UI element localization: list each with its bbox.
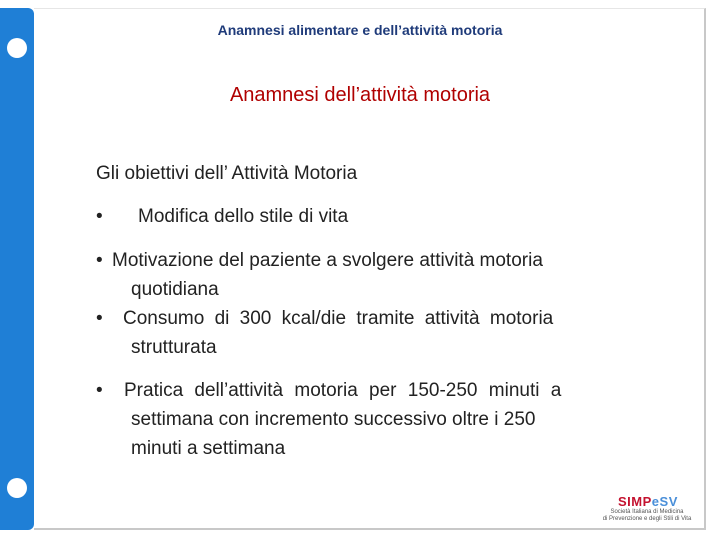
bullet-icon: • bbox=[96, 250, 103, 271]
section-title: Anamnesi dell’attività motoria bbox=[229, 84, 491, 106]
list-item-line: Modifica dello stile di vita bbox=[138, 206, 349, 227]
list-item-line: settimana con incremento successivo oltre i 250 bbox=[131, 409, 536, 430]
logo-wordmark bbox=[592, 494, 712, 509]
bullet-icon: • bbox=[96, 380, 103, 401]
intro-text: Gli obiettivi dell’ Attività Motoria bbox=[96, 163, 358, 184]
list-item-line: strutturata bbox=[131, 337, 217, 358]
list-item-line: minuti a settimana bbox=[131, 438, 286, 459]
binder-hole-icon bbox=[7, 478, 27, 498]
list-item-line: quotidiana bbox=[131, 279, 219, 300]
logo-subtitle-line2: di Prevenzione e degli Stili di Vita bbox=[602, 516, 692, 522]
bullet-icon: • bbox=[96, 206, 103, 227]
binder-hole-icon bbox=[7, 38, 27, 58]
list-item-line: Motivazione del paziente a svolgere attività motoria bbox=[112, 250, 543, 271]
simpesv-logo bbox=[592, 494, 712, 523]
logo-name-part1: SIMP bbox=[618, 494, 652, 509]
logo-name-part2: eSV bbox=[651, 494, 678, 509]
logo-subtitle-line1: Società Italiana di Medicina bbox=[610, 509, 684, 515]
page-title: Anamnesi alimentare e dell’attività motoria bbox=[217, 22, 503, 38]
list-item-line: Consumo di 300 kcal/die tramite attività motoria bbox=[123, 308, 554, 329]
bullet-icon: • bbox=[96, 308, 103, 329]
list-item-line: Pratica dell’attività motoria per 150-250 minuti a bbox=[124, 380, 562, 401]
